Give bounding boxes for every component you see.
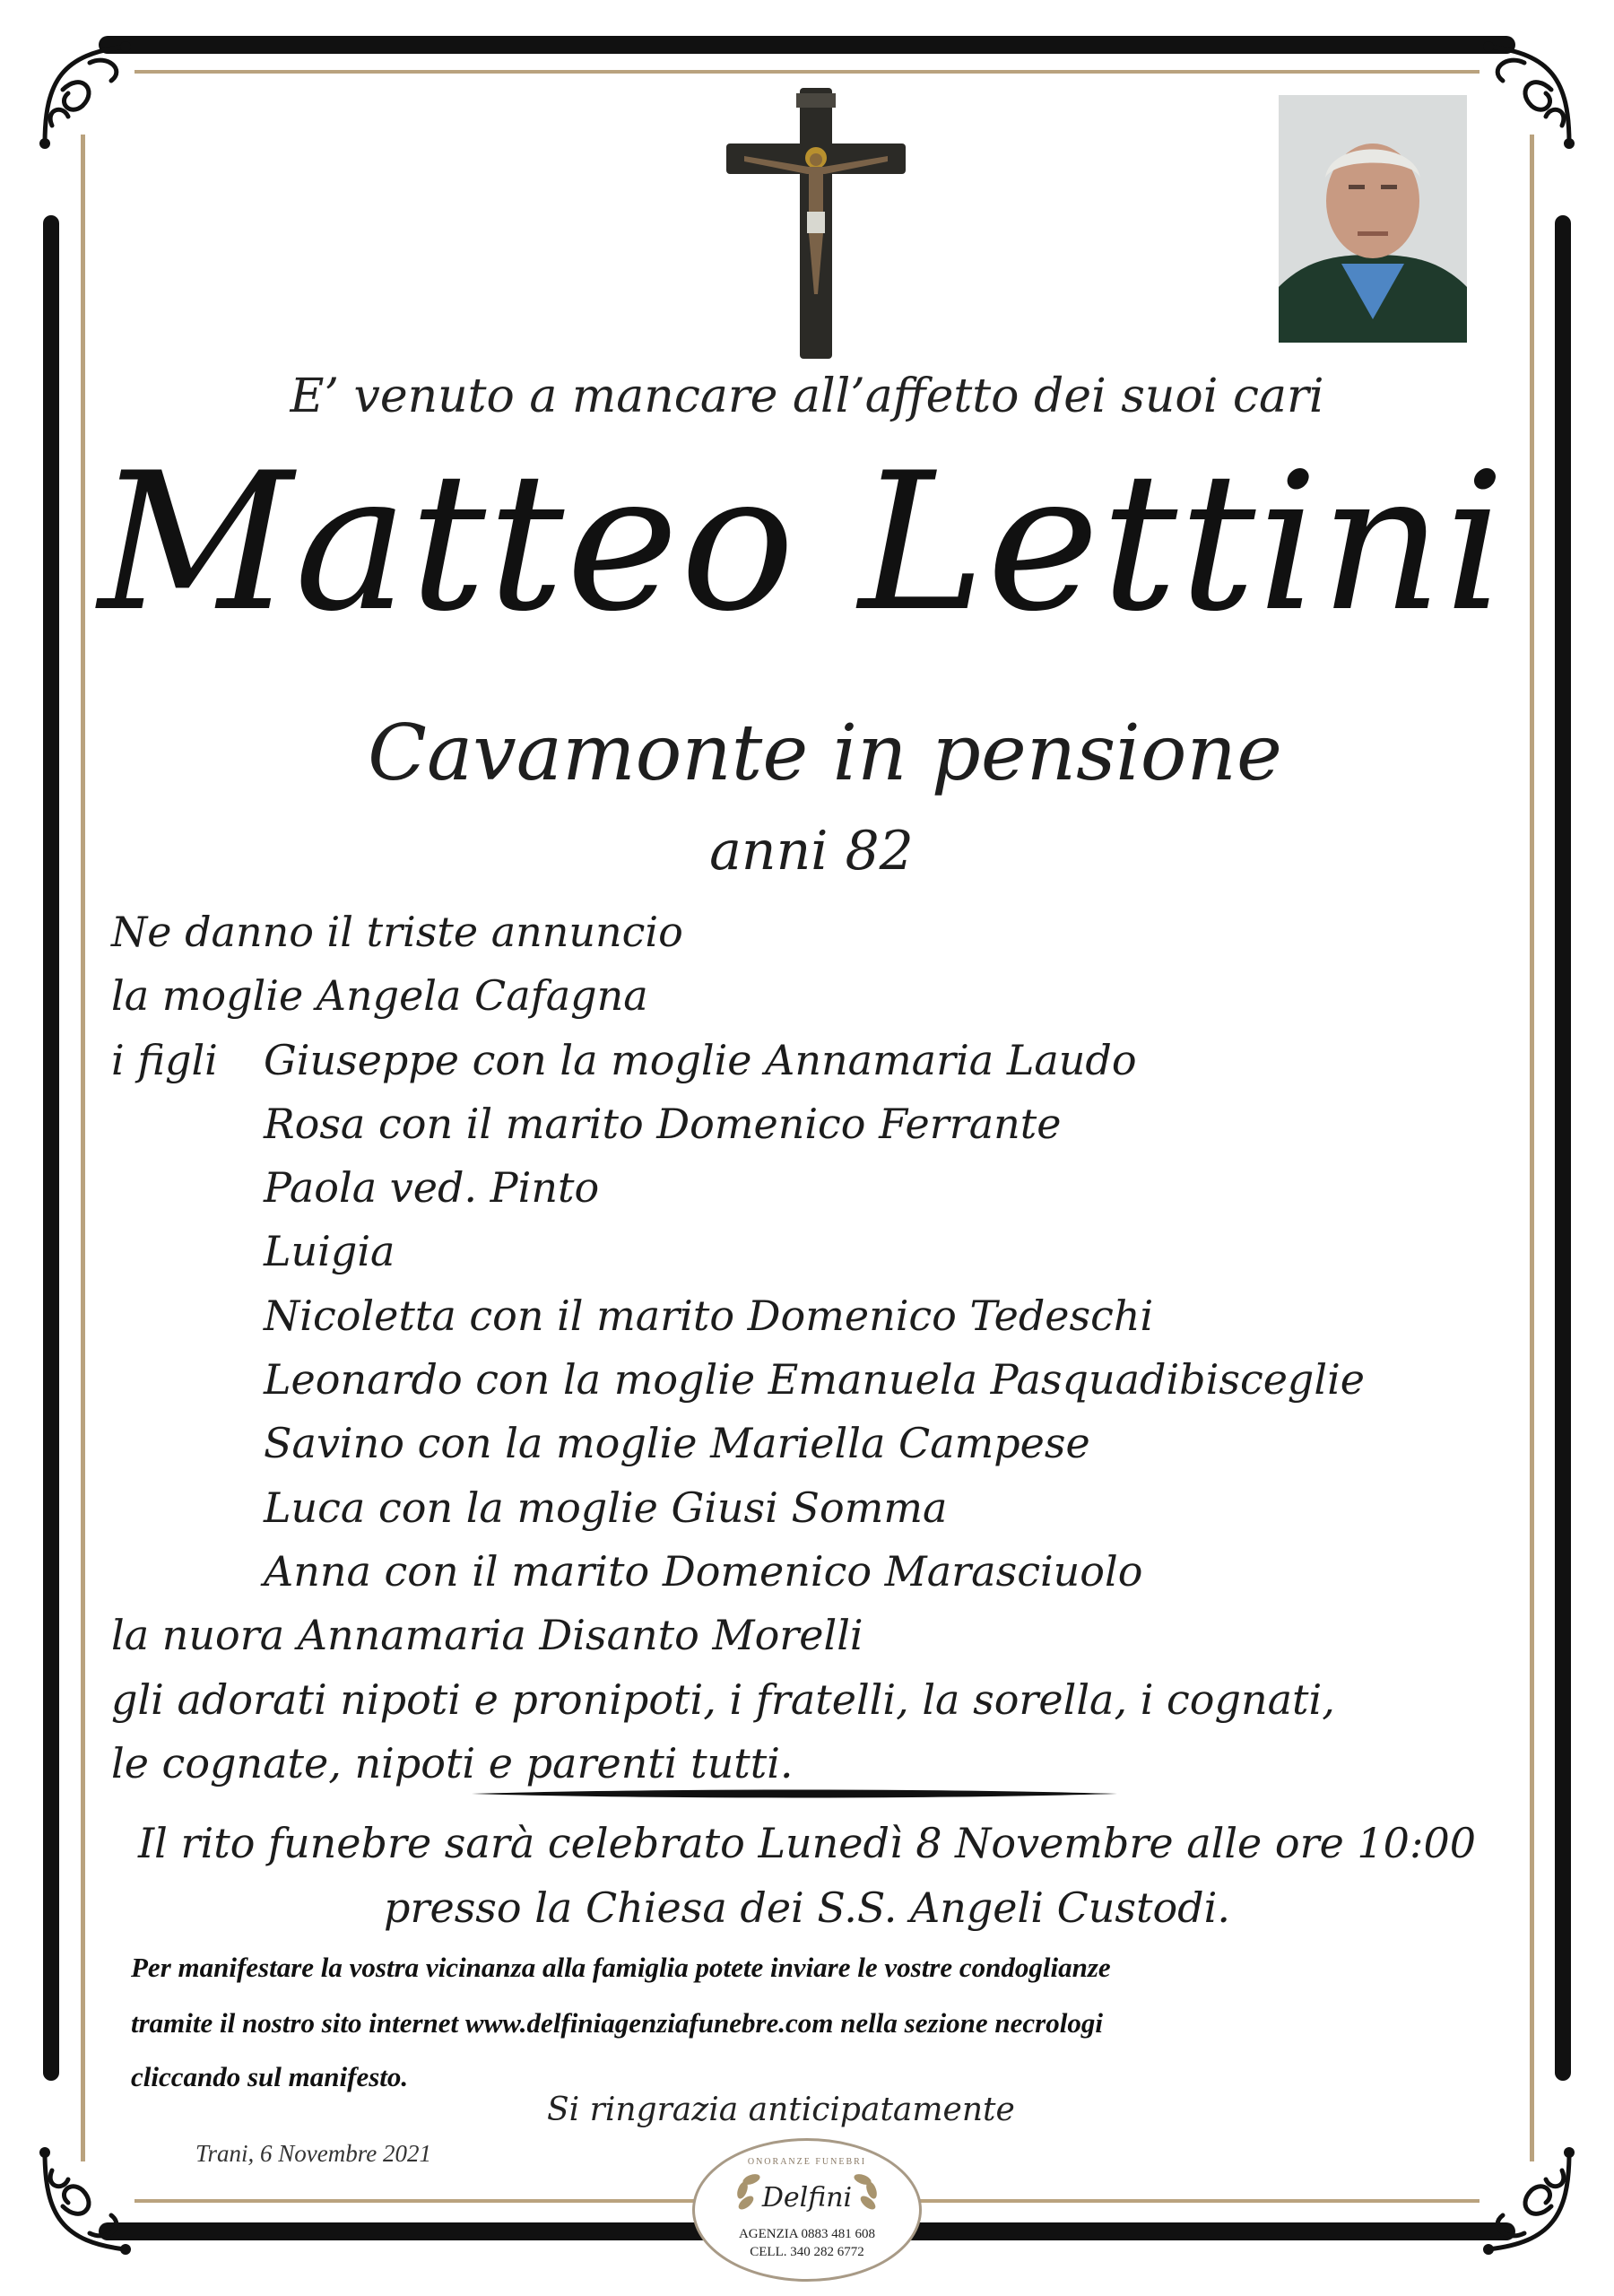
mourners-wife: la moglie Angela Cafagna [111, 971, 648, 1021]
intro-line: E’ venuto a mancare all’affetto dei suoi cari [290, 370, 1324, 423]
child-entry: Giuseppe con la moglie Annamaria Laudo [264, 1035, 1137, 1084]
funeral-line-1: Il rito funebre sarà celebrato Lunedì 8 Novembre alle ore 10:00 [138, 1819, 1476, 1867]
deceased-portrait-photo [1279, 95, 1467, 343]
place-date: Trani, 6 Novembre 2021 [195, 2140, 431, 2167]
frame-top-bar [99, 36, 1515, 54]
agency-logo [692, 2138, 922, 2282]
child-entry: Rosa con il marito Domenico Ferrante [264, 1099, 1062, 1148]
condolence-line-3: cliccando sul manifesto. [131, 2061, 409, 2092]
mourners-daughter-in-law: la nuora Annamaria Disanto Morelli [111, 1611, 863, 1660]
thanks-line: Si ringrazia anticipatamente [547, 2092, 1015, 2128]
child-entry: Anna con il marito Domenico Marasciuolo [264, 1546, 1143, 1596]
condolence-line-2: tramite il nostro sito internet www.delfiniagenziafunebre.com nella sezione necrologi [131, 2007, 1103, 2039]
corner-flourish-icon [1453, 27, 1587, 161]
child-entry: Paola ved. Pinto [264, 1163, 600, 1213]
deceased-age: anni 82 [709, 820, 914, 883]
child-entry: Nicoletta con il marito Domenico Tedeschi [264, 1291, 1154, 1340]
funeral-line-2: presso la Chiesa dei S.S. Angeli Custodi. [384, 1883, 1230, 1932]
mourners-list [111, 900, 1510, 1796]
child-entry: Luca con la moglie Giusi Somma [264, 1483, 948, 1532]
corner-flourish-icon [27, 27, 161, 161]
deceased-name: Matteo Lettini [98, 431, 1507, 653]
mourners-relatives-2: le cognate, nipoti e parenti tutti. [111, 1738, 794, 1787]
corner-flourish-icon [1453, 2135, 1587, 2269]
agency-phone: AGENZIA 0883 481 608 [738, 2227, 876, 2241]
gold-line-top [134, 70, 1480, 74]
mourners-relatives-1: gli adorati nipoti e pronipoti, i fratelli, la sorella, i cognati, [111, 1674, 1335, 1724]
child-entry: Leonardo con la moglie Emanuela Pasquadibisceglie [264, 1355, 1366, 1405]
children-label: i figli [111, 1035, 218, 1084]
divider [472, 1787, 1117, 1801]
crucifix-icon [726, 88, 906, 359]
mourners-opening: Ne danno il triste annuncio [111, 908, 683, 956]
agency-name: Delfini [761, 2182, 853, 2213]
condolence-line-1: Per manifestare la vostra vicinanza alla famiglia potete inviare le vostre condoglianze [131, 1952, 1111, 1983]
child-entry: Savino con la moglie Mariella Campese [264, 1419, 1090, 1468]
deceased-occupation: Cavamonte in pensione [368, 709, 1282, 798]
agency-cell: CELL. 340 282 6772 [750, 2245, 864, 2259]
agency-arc-text: ONORANZE FUNEBRI [747, 2157, 867, 2167]
corner-flourish-icon [27, 2135, 161, 2269]
list-item [111, 1029, 1510, 1092]
child-entry: Luigia [264, 1227, 395, 1276]
